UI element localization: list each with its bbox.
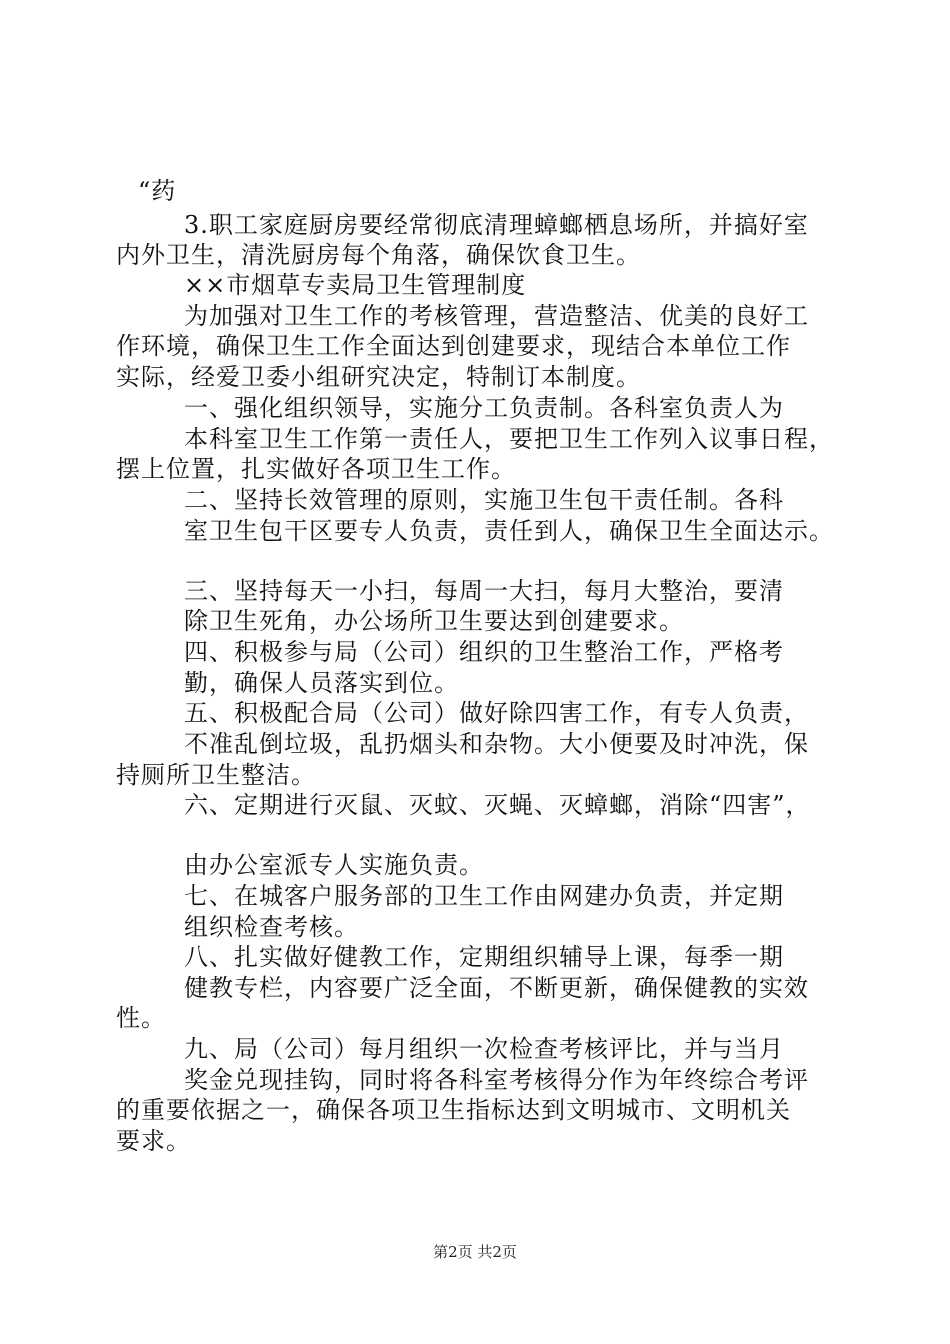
text-line: 五、积极配合局（公司）做好除四害工作，有专人负责， <box>184 699 809 727</box>
document-title: ××市烟草专卖局卫生管理制度 <box>184 271 527 299</box>
text-line: 不准乱倒垃圾，乱扔烟头和杂物。大小便要及时冲洗，保 <box>184 730 809 758</box>
text-line: 由办公室派专人实施负责。 <box>184 851 484 879</box>
text-line: 性。 <box>116 1004 166 1032</box>
text-line: 要求。 <box>116 1127 191 1155</box>
text-line: 六、定期进行灭鼠、灭蚊、灭蝇、灭蟑螂，消除“四害”， <box>184 791 811 819</box>
text-line: 二、坚持长效管理的原则，实施卫生包干责任制。各科 <box>184 486 784 514</box>
text-line: 实际，经爱卫委小组研究决定，特制订本制度。 <box>116 363 641 391</box>
text-line: 持厕所卫生整洁。 <box>116 761 316 789</box>
text-line: 一、强化组织领导，实施分工负责制。各科室负责人为 <box>184 394 784 422</box>
text-line: 奖金兑现挂钩，同时将各科室考核得分作为年终综合考评 <box>184 1066 809 1094</box>
text-line: 八、扎实做好健教工作，定期组织辅导上课，每季一期 <box>184 943 784 971</box>
text-line: 为加强对卫生工作的考核管理，营造整洁、优美的良好工 <box>184 302 809 330</box>
text-line: 四、积极参与局（公司）组织的卫生整治工作，严格考 <box>184 638 784 666</box>
text-line: 九、局（公司）每月组织一次检查考核评比，并与当月 <box>184 1035 784 1063</box>
text-line: 三、坚持每天一小扫，每周一大扫，每月大整治，要清 <box>184 577 784 605</box>
page-footer: 第2页 共2页 <box>433 1243 517 1261</box>
text-line: 除卫生死角，办公场所卫生要达到创建要求。 <box>184 607 684 635</box>
text-line: 七、在城客户服务部的卫生工作由网建办负责，并定期 <box>184 882 784 910</box>
text-line: 摆上位置，扎实做好各项卫生工作。 <box>116 455 516 483</box>
text-line: 的重要依据之一，确保各项卫生指标达到文明城市、文明机关 <box>116 1096 791 1124</box>
text-line: 本科室卫生工作第一责任人，要把卫生工作列入议事日程， <box>184 425 834 453</box>
text-line: 健教专栏，内容要广泛全面，不断更新，确保健教的实效 <box>184 974 809 1002</box>
text-line: “药 <box>138 177 177 205</box>
text-line: 3.职工家庭厨房要经常彻底清理蟑螂栖息场所，并搞好室 <box>184 211 809 239</box>
text-line: 作环境，确保卫生工作全面达到创建要求，现结合本单位工作 <box>116 332 791 360</box>
text-line: 组织检查考核。 <box>184 913 359 941</box>
text-line: 内外卫生，清洗厨房每个角落，确保饮食卫生。 <box>116 241 641 269</box>
text-line: 室卫生包干区要专人负责，责任到人，确保卫生全面达示。 <box>184 517 834 545</box>
text-line: 勤，确保人员落实到位。 <box>184 669 459 697</box>
